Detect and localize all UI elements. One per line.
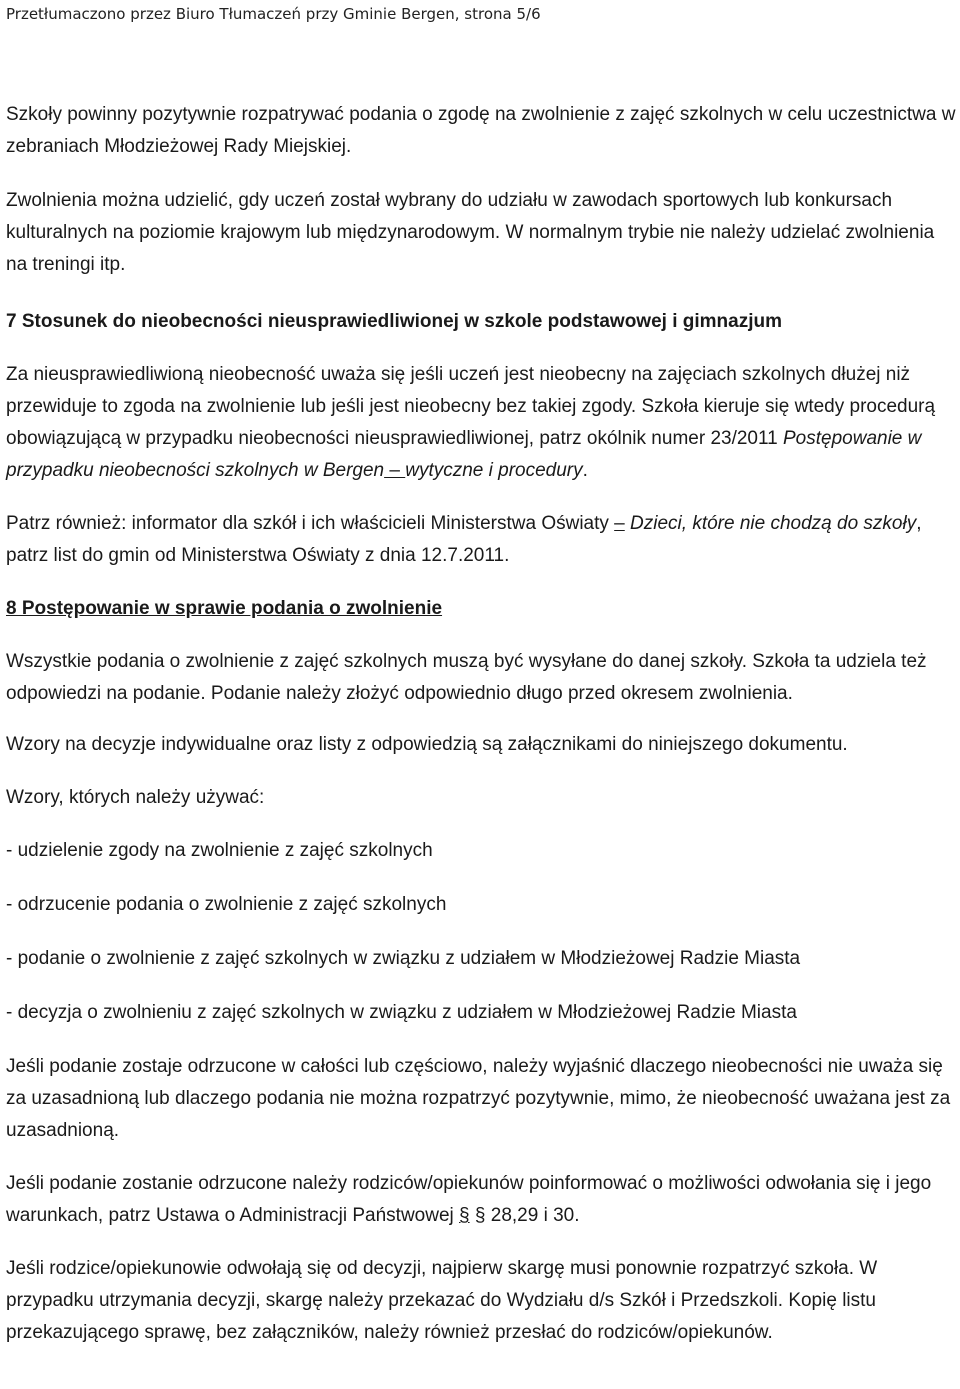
heading-section-8: 8 Postępowanie w sprawie podania o zwolnienie (6, 598, 443, 619)
page-header: Przetłumaczono przez Biuro Tłumaczeń przy Gminie Bergen, strona 5/6 (6, 5, 541, 23)
section-sign: § (459, 1205, 470, 1226)
guide-title: Dzieci, które nie chodzą do szkoły (624, 513, 917, 534)
list-item: - udzielenie zgody na zwolnienie z zajęć szkolnych (6, 840, 433, 861)
paragraph-appeal-info: Jeśli podanie zostanie odrzucone należy rodziców/opiekunów poinformować o możliwości odwołania się i jego warunkach, patrz Ustawa o Administracji Państwowej § § 28,29 i 30. (6, 1173, 932, 1226)
heading-section-7: 7 Stosunek do nieobecności nieusprawiedliwionej w szkole podstawowej i gimnazjum (6, 311, 782, 332)
paragraph-applications: Wszystkie podania o zwolnienie z zajęć szkolnych muszą być wysyłane do danej szkoły. Szkoła ta udziela też odpowiedzi na podanie. Podanie należy złożyć odpowiednio długo przed okresem zwolnienia. (6, 651, 927, 704)
document-body (6, 99, 956, 1349)
list-item: - odrzucenie podania o zwolnienie z zajęć szkolnych (6, 894, 447, 915)
list-item: - decyzja o zwolnieniu z zajęć szkolnych w związku z udziałem w Młodzieżowej Radzie Miasta (6, 1002, 797, 1023)
circular-title: Postępowanie w przypadku nieobecności szkolnych w Bergen (6, 428, 922, 481)
circular-subtitle: wytyczne i procedury (405, 460, 583, 481)
paragraph-competitions: Zwolnienia można udzielić, gdy uczeń został wybrany do udziału w zawodach sportowych lub konkursach kulturalnych na poziomie krajowym lub międzynarodowym. W normalnym trybie nie należy udzielać zwolnienia na treningi itp. (6, 190, 935, 275)
paragraph-templates-intro: Wzory, których należy używać: (6, 787, 265, 808)
paragraph-see-also: Patrz również: informator dla szkół i ich właścicieli Ministerstwa Oświaty – Dzieci, które nie chodzą do szkoły, patrz list do gmin od Ministerstwa Oświaty z dnia 12.7.2011. (6, 513, 922, 566)
paragraph-youth-council: Szkoły powinny pozytywnie rozpatrywać podania o zgodę na zwolnienie z zajęć szkolnych w celu uczestnictwa w zebraniach Młodzieżowej Rady Miejskiej. (6, 104, 956, 157)
paragraph-unexcused-absence: Za nieusprawiedliwioną nieobecność uważa się jeśli uczeń jest nieobecny na zajęciach szkolnych dłużej niż przewiduje to zgoda na zwolnienie lub jeśli jest nieobecny bez takiej zgody. Szkoła kieruje się wtedy procedurą obowiązującą w przypadku nieobecności nieusprawiedliwionej, patrz okólnik numer 23/2011 Postępowanie w przypadku nieobecności szkolnych w Bergen – wytyczne i procedury. (6, 364, 936, 481)
paragraph-templates-attached: Wzory na decyzje indywidualne oraz listy z odpowiedzią są załącznikami do niniejszego dokumentu. (6, 734, 848, 755)
paragraph-rejection-reason: Jeśli podanie zostaje odrzucone w całości lub częściowo, należy wyjaśnić dlaczego nieobecności nie uważa się za uzasadnioną lub dlaczego podania nie można rozpatrzyć pozytywnie, mimo, że nieobecność uważana jest za uzasadnioną. (6, 1056, 951, 1141)
section-sign: § (474, 1205, 486, 1226)
paragraph-appeal-process: Jeśli rodzice/opiekunowie odwołają się od decyzji, najpierw skargę musi ponownie rozpatrzyć szkoła. W przypadku utrzymania decyzji, skargę należy przekazać do Wydziału d/s Szkół i Przedszkoli. Kopię listu przekazującego sprawę, bez załączników, należy również przesłać do rodziców/opiekunów. (6, 1258, 878, 1343)
list-item: - podanie o zwolnienie z zajęć szkolnych w związku z udziałem w Młodzieżowej Radzie Miasta (6, 948, 801, 969)
